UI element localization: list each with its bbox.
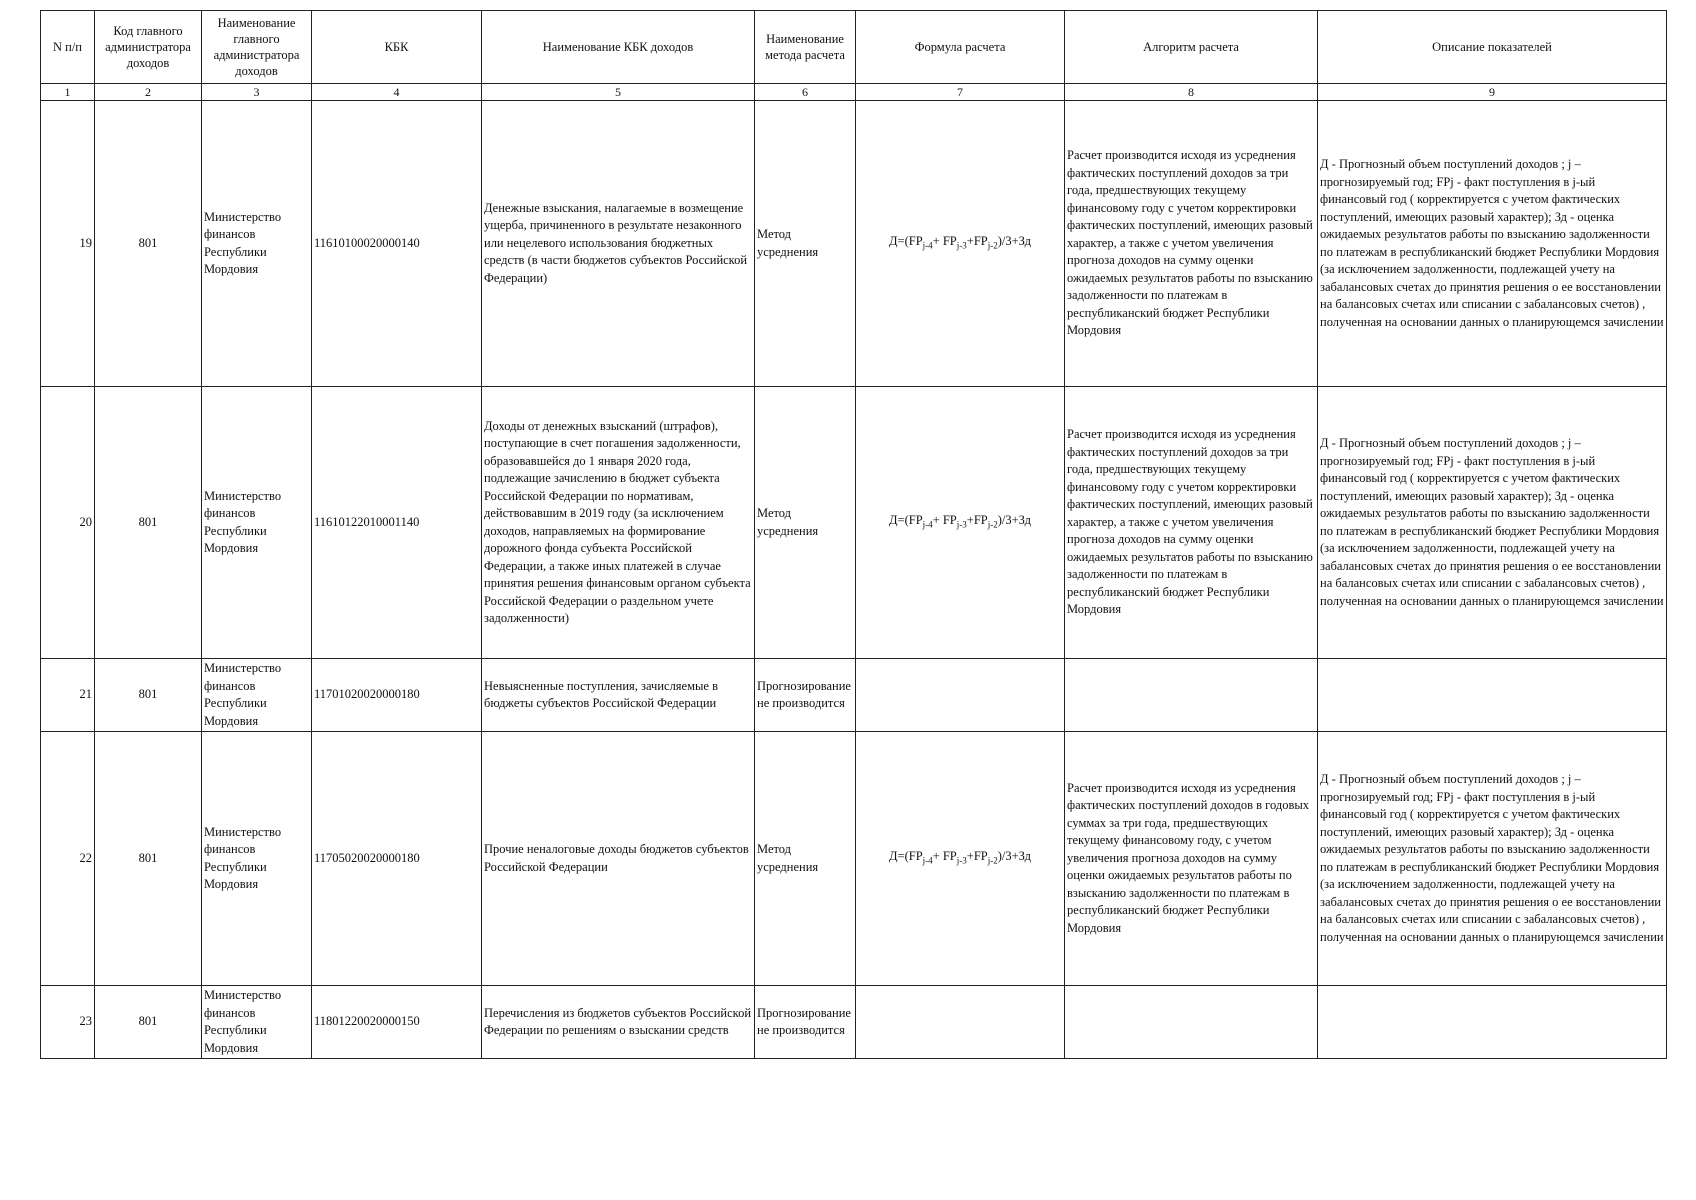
kbk-code: 11610100020000140 <box>312 101 482 387</box>
formula <box>856 659 1065 732</box>
kbk-name: Перечисления из бюджетов субъектов Российской Федерации по решениям о взыскании средств <box>482 986 755 1059</box>
row-number: 21 <box>41 659 95 732</box>
formula-sub-2: j-3 <box>956 855 967 865</box>
kbk-name: Доходы от денежных взысканий (штрафов), поступающие в счет погашения задолженности, образовавшейся до 1 января 2020 года, подлежащие зачислению в бюджет субъекта Российской Федерации по нормативам, действовавшим в 2019 году (за исключением доходов, направляемых на формирование дорожного фонда субъекта Российской Федерации, а также иных платежей в случае принятия решения финансовым органом субъекта Российской Федерации о раздельном учете задолженности) <box>482 387 755 659</box>
column-number: 8 <box>1065 84 1318 101</box>
formula-sub-3: j-2 <box>987 240 998 250</box>
admin-code: 801 <box>95 387 202 659</box>
header-cell-kbk: КБК <box>312 11 482 84</box>
column-number: 5 <box>482 84 755 101</box>
column-number-row <box>41 84 1667 101</box>
method-name: Метод усреднения <box>755 387 856 659</box>
kbk-code: 11705020020000180 <box>312 732 482 986</box>
admin-name: Министерство финансов Республики Мордовия <box>202 659 312 732</box>
header-cell-kbk-name: Наименование КБК доходов <box>482 11 755 84</box>
table-row <box>41 732 1667 986</box>
formula-sub-3: j-2 <box>987 855 998 865</box>
column-number: 4 <box>312 84 482 101</box>
formula-plus-2: +FP <box>966 512 988 527</box>
kbk-name: Невыясненные поступления, зачисляемые в бюджеты субъектов Российской Федерации <box>482 659 755 732</box>
indicator-description <box>1318 659 1667 732</box>
indicator-description: Д - Прогнозный объем поступлений доходов ; j – прогнозируемый год; FPj - факт поступления в j-ый финансовый год ( корректируется с учетом фактических поступлений, имеющих разовый характер); Зд - оценка ожидаемых результатов работы по взысканию задолженности по платежам в республиканский бюджет Республики Мордовия (за исключением задолженности, подлежащей учету на забалансовых счетах до принятия решения о ее восстановлении на балансовых счетах или списании с забалансовых счетов) , полученная на основании данных о планирующемся зачислении <box>1318 732 1667 986</box>
formula-prefix: Д=(FP <box>889 848 923 863</box>
header-cell-n: N п/п <box>41 11 95 84</box>
formula-plus-2: +FP <box>966 233 988 248</box>
formula-suffix: )/3+Зд <box>997 848 1031 863</box>
formula-suffix: )/3+Зд <box>997 233 1031 248</box>
column-number: 7 <box>856 84 1065 101</box>
formula-sub-3: j-2 <box>987 519 998 529</box>
formula-sub-2: j-3 <box>956 519 967 529</box>
admin-name: Министерство финансов Республики Мордовия <box>202 986 312 1059</box>
row-number: 23 <box>41 986 95 1059</box>
method-name: Прогнозирование не производится <box>755 986 856 1059</box>
method-name: Метод усреднения <box>755 101 856 387</box>
kbk-name: Денежные взыскания, налагаемые в возмещение ущерба, причиненного в результате незаконного или нецелевого использования бюджетных средств (в части бюджетов субъектов Российской Федерации) <box>482 101 755 387</box>
header-cell-method: Наименование метода расчета <box>755 11 856 84</box>
admin-name: Министерство финансов Республики Мордовия <box>202 101 312 387</box>
table-row <box>41 659 1667 732</box>
indicator-description: Д - Прогнозный объем поступлений доходов ; j – прогнозируемый год; FPj - факт поступления в j-ый финансовый год ( корректируется с учетом фактических поступлений, имеющих разовый характер); Зд - оценка ожидаемых результатов работы по взысканию задолженности по платежам в республиканский бюджет Республики Мордовия (за исключением задолженности, подлежащей учету на забалансовых счетах до принятия решения о ее восстановлении на балансовых счетах или списании с забалансовых счетов) , полученная на основании данных о планирующемся зачислении <box>1318 101 1667 387</box>
formula-sub-1: j-4 <box>922 519 933 529</box>
table-row <box>41 986 1667 1059</box>
indicator-description <box>1318 986 1667 1059</box>
algorithm: Расчет производится исходя из усреднения фактических поступлений доходов в годовых суммах за три года, предшествующих текущему финансовому году, с учетом увеличения прогноза доходов на сумму оценки ожидаемых результатов работы по взысканию задолженности по платежам в республиканский бюджет Республики Мордовия <box>1065 732 1318 986</box>
admin-code: 801 <box>95 732 202 986</box>
table-row <box>41 387 1667 659</box>
header-cell-admin-name: Наименование главного администратора доходов <box>202 11 312 84</box>
row-number: 19 <box>41 101 95 387</box>
formula-sub-2: j-3 <box>956 240 967 250</box>
kbk-code: 11701020020000180 <box>312 659 482 732</box>
kbk-code: 11801220020000150 <box>312 986 482 1059</box>
algorithm <box>1065 659 1318 732</box>
admin-name: Министерство финансов Республики Мордовия <box>202 732 312 986</box>
formula <box>856 387 1065 659</box>
kbk-name: Прочие неналоговые доходы бюджетов субъектов Российской Федерации <box>482 732 755 986</box>
header-cell-algorithm: Алгоритм расчета <box>1065 11 1318 84</box>
algorithm: Расчет производится исходя из усреднения фактических поступлений доходов за три года, предшествующих текущему финансовому году с учетом корректировки фактических поступлений, имеющих разовый характер, а также с учетом увеличения прогноза доходов на сумму оценки ожидаемых результатов работы по взысканию задолженности по платежам в республиканский бюджет Республики Мордовия <box>1065 101 1318 387</box>
row-number: 20 <box>41 387 95 659</box>
formula-plus-2: +FP <box>966 848 988 863</box>
algorithm: Расчет производится исходя из усреднения фактических поступлений доходов за три года, предшествующих текущему финансовому году с учетом корректировки фактических поступлений, имеющих разовый характер, а также с учетом увеличения прогноза доходов на сумму оценки ожидаемых результатов работы по взысканию задолженности по платежам в республиканский бюджет Республики Мордовия <box>1065 387 1318 659</box>
admin-code: 801 <box>95 659 202 732</box>
formula-suffix: )/3+Зд <box>997 512 1031 527</box>
indicator-description: Д - Прогнозный объем поступлений доходов ; j – прогнозируемый год; FPj - факт поступления в j-ый финансовый год ( корректируется с учетом фактических поступлений, имеющих разовый характер); Зд - оценка ожидаемых результатов работы по взысканию задолженности по платежам в республиканский бюджет Республики Мордовия (за исключением задолженности, подлежащей учету на забалансовых счетах до принятия решения о ее восстановлении на балансовых счетах или списании с забалансовых счетов) , полученная на основании данных о планирующемся зачислении <box>1318 387 1667 659</box>
column-number: 9 <box>1318 84 1667 101</box>
column-number: 1 <box>41 84 95 101</box>
header-cell-description: Описание показателей <box>1318 11 1667 84</box>
admin-code: 801 <box>95 101 202 387</box>
header-cell-admin-code: Код главного администратора доходов <box>95 11 202 84</box>
formula-plus-1: + FP <box>932 233 957 248</box>
formula-prefix: Д=(FP <box>889 233 923 248</box>
table-row <box>41 101 1667 387</box>
algorithm <box>1065 986 1318 1059</box>
method-name: Прогнозирование не производится <box>755 659 856 732</box>
formula <box>856 101 1065 387</box>
formula-prefix: Д=(FP <box>889 512 923 527</box>
formula-plus-1: + FP <box>932 848 957 863</box>
header-cell-formula: Формула расчета <box>856 11 1065 84</box>
column-number: 3 <box>202 84 312 101</box>
header-row <box>41 11 1667 84</box>
revenue-forecast-table <box>40 10 1667 1059</box>
method-name: Метод усреднения <box>755 732 856 986</box>
kbk-code: 11610122010001140 <box>312 387 482 659</box>
formula <box>856 986 1065 1059</box>
formula-sub-1: j-4 <box>922 240 933 250</box>
admin-code: 801 <box>95 986 202 1059</box>
column-number: 2 <box>95 84 202 101</box>
formula <box>856 732 1065 986</box>
formula-plus-1: + FP <box>932 512 957 527</box>
formula-sub-1: j-4 <box>922 855 933 865</box>
row-number: 22 <box>41 732 95 986</box>
admin-name: Министерство финансов Республики Мордовия <box>202 387 312 659</box>
column-number: 6 <box>755 84 856 101</box>
